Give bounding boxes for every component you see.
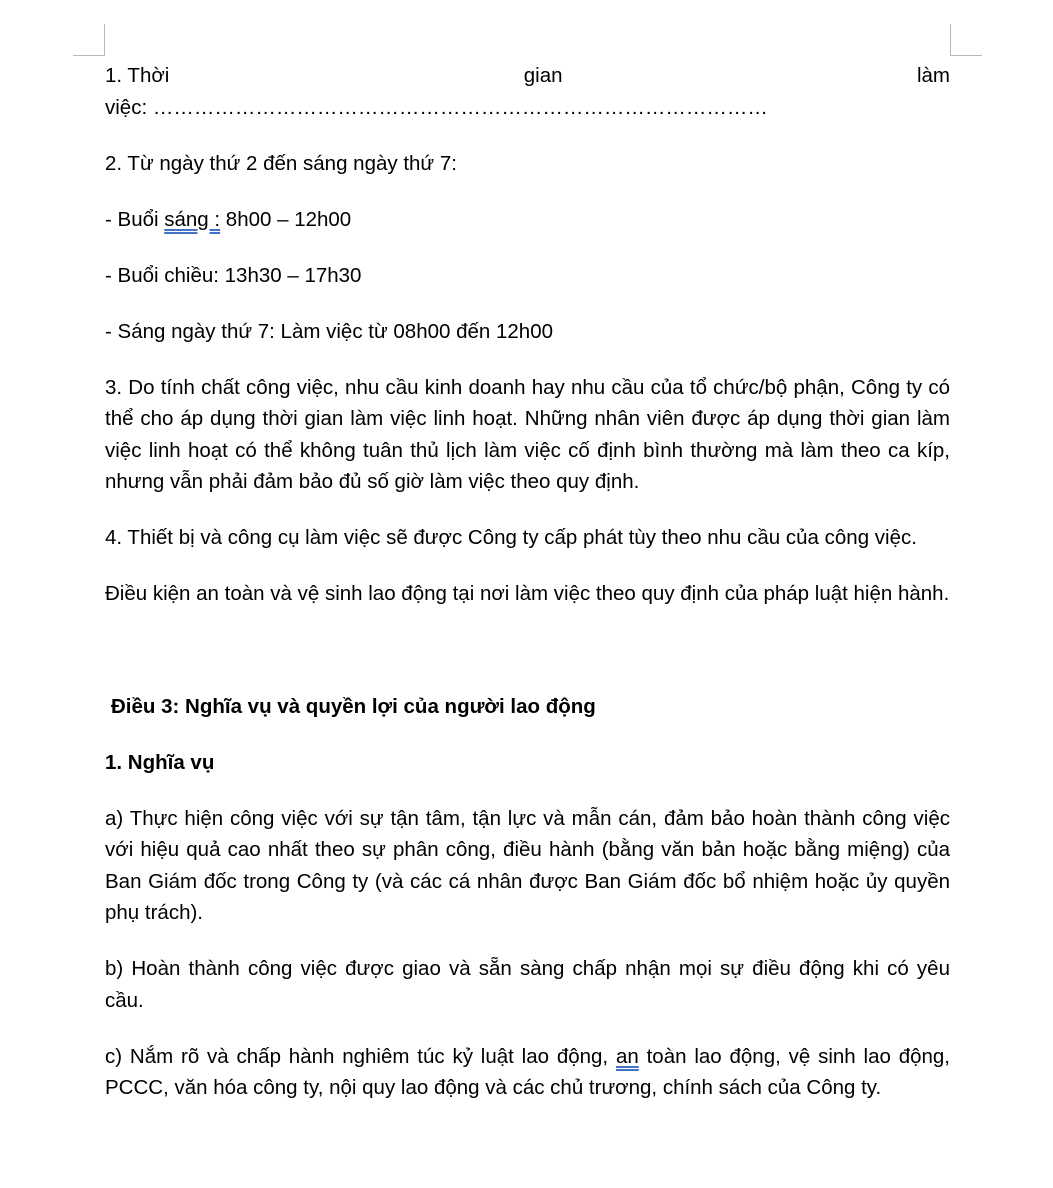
work-time-word-1: 1. Thời <box>105 64 170 87</box>
grammar-marked-word: sáng : <box>164 207 221 231</box>
top-right-crop-mark <box>950 24 982 56</box>
work-time-word-3: làm <box>916 64 950 87</box>
item-c-rest: toàn lao động, vệ sinh lao động, PCCC, văn hóa công ty, nội quy lao động và các chủ trương, chính sách của Công ty. <box>105 1044 951 1099</box>
work-time-line <box>105 60 950 92</box>
item-4-paragraph: 4. Thiết bị và công cụ làm việc sẽ được Công ty cấp phát tùy theo nhu cầu của công việc. <box>105 526 917 549</box>
item-c-prefix: c) Nắm rõ và chấp hành nghiêm túc kỷ luật lao động, <box>105 1044 616 1068</box>
article-3-heading: Điều 3: Nghĩa vụ và quyền lợi của người lao động <box>111 694 596 718</box>
saturday-paragraph: - Sáng ngày thứ 7: Làm việc từ 08h00 đến 12h00 <box>105 319 553 343</box>
morning-shift-hours: 8h00 – 12h00 <box>220 207 352 231</box>
grammar-marked-word: an <box>615 1044 639 1068</box>
item-b-paragraph: b) Hoàn thành công việc được giao và sẵn sàng chấp nhận mọi sự điều động khi có yêu cầu. <box>105 957 950 1012</box>
obligations-heading: 1. Nghĩa vụ <box>105 750 215 774</box>
work-time-continuation: việc: ……………………………………………………………………………… <box>105 95 768 119</box>
item-2-paragraph: 2. Từ ngày thứ 2 đến sáng ngày thứ 7: <box>105 151 457 175</box>
document-body[interactable] <box>105 60 950 1104</box>
item-3-paragraph: 3. Do tính chất công việc, nhu cầu kinh doanh hay nhu cầu của tổ chức/bộ phận, Công ty có thể cho áp dụng thời gian làm việc linh hoạt. Những nhân viên được áp dụng thời gian làm việc linh hoạt có thể không tuân thủ lịch làm việc cố định bình thường mà làm theo ca kíp, nhưng vẫn phải đảm bảo đủ số giờ làm việc theo quy định. <box>105 375 950 493</box>
item-a-paragraph: a) Thực hiện công việc với sự tận tâm, tận lực và mẫn cán, đảm bảo hoàn thành công việc với hiệu quả cao nhất theo sự phân công, điều hành (bằng văn bản hoặc bằng miệng) của Ban Giám đốc trong Công ty (và các cá nhân được Ban Giám đốc bổ nhiệm hoặc ủy quyền phụ trách). <box>105 806 950 924</box>
conditions-paragraph: Điều kiện an toàn và vệ sinh lao động tại nơi làm việc theo quy định của pháp luật hiện hành. <box>105 582 950 605</box>
morning-shift-prefix: - Buổi <box>105 207 165 231</box>
top-left-crop-mark <box>73 24 105 56</box>
afternoon-shift-paragraph: - Buổi chiều: 13h30 – 17h30 <box>105 263 362 287</box>
work-time-word-2: gian <box>523 64 563 87</box>
morning-shift-paragraph <box>105 204 950 236</box>
item-c-paragraph <box>105 1041 950 1104</box>
